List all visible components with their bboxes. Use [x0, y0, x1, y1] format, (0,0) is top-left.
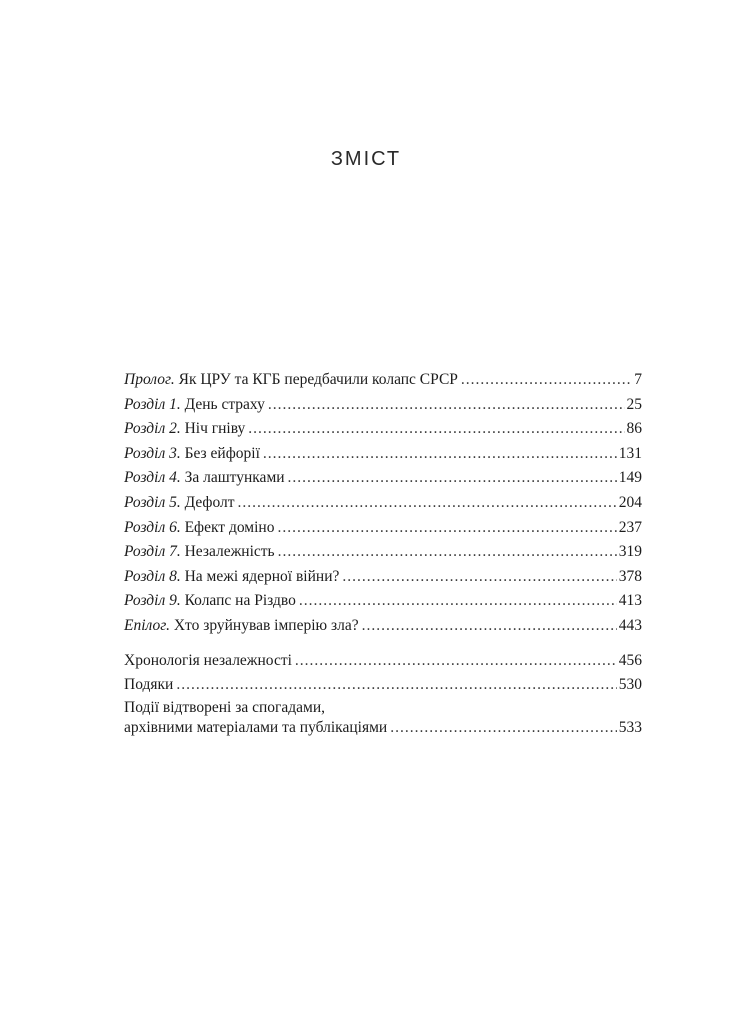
- toc-entry-chapter-2[interactable]: [124, 417, 642, 442]
- toc-entry-page: 7: [634, 371, 642, 388]
- toc-entry-prefix: Розділ 5.: [124, 493, 181, 511]
- toc-entry-chronology[interactable]: [124, 649, 642, 674]
- toc-entry-page: 204: [618, 493, 642, 511]
- toc-entry-title: На межі ядерної війни?: [184, 567, 340, 585]
- toc-entry-page: 378: [618, 567, 642, 585]
- dot-leader: [288, 466, 617, 491]
- toc-entry-title: За лаштунками: [184, 469, 285, 487]
- toc-entry-title: День страху: [184, 395, 265, 413]
- toc-entry-label: [124, 589, 299, 614]
- toc-entry-title: Як ЦРУ та КГБ передбачили колапс СРСР: [178, 371, 458, 388]
- table-of-contents: [124, 368, 642, 738]
- toc-entry-prefix: Розділ 7.: [124, 543, 181, 561]
- toc-entry-chapter-3[interactable]: [124, 442, 642, 467]
- toc-entry-label: [124, 368, 461, 393]
- toc-entry-prefix: Пролог.: [124, 371, 175, 388]
- toc-entry-label: [124, 614, 362, 639]
- toc-entry-title: Колапс на Різдво: [184, 592, 296, 610]
- toc-entry-label: [124, 540, 278, 565]
- dot-leader: [248, 417, 624, 442]
- dot-leader: [461, 368, 632, 393]
- toc-entry-title: Ніч гніву: [184, 420, 246, 438]
- toc-entry-sources[interactable]: [124, 698, 642, 738]
- toc-entry-chapter-7[interactable]: [124, 540, 642, 565]
- toc-entry-page: 533: [618, 718, 642, 736]
- dot-leader: [295, 649, 617, 674]
- toc-entry-prefix: Розділ 1.: [124, 395, 181, 413]
- toc-entry-chapter-5[interactable]: [124, 491, 642, 516]
- toc-entry-page: 86: [626, 420, 642, 438]
- toc-entry-page: 456: [618, 651, 642, 669]
- toc-entry-title: Незалежність: [184, 543, 275, 561]
- dot-leader: [176, 673, 616, 698]
- toc-entry-label: [124, 466, 288, 491]
- toc-entry-chapter-9[interactable]: [124, 589, 642, 614]
- toc-entry-page: 25: [626, 395, 642, 413]
- toc-entry-prefix: Розділ 4.: [124, 469, 181, 487]
- toc-entry-prefix: Розділ 8.: [124, 567, 181, 585]
- dot-leader: [238, 491, 617, 516]
- toc-entry-title: Без ейфорії: [184, 444, 260, 462]
- dot-leader: [268, 393, 625, 418]
- dot-leader: [390, 718, 617, 738]
- toc-entry-prefix: Розділ 9.: [124, 592, 181, 610]
- section-gap: [124, 639, 642, 649]
- toc-entry-prefix: Епілог.: [124, 616, 170, 634]
- toc-entry-label: [124, 417, 248, 442]
- dot-leader: [362, 614, 617, 639]
- dot-leader: [278, 540, 617, 565]
- toc-entry-title: Хто зруйнував імперію зла?: [173, 616, 359, 634]
- toc-entry-label: [124, 516, 277, 541]
- toc-entry-chapter-1[interactable]: [124, 393, 642, 418]
- toc-entry-label: [124, 565, 342, 590]
- dot-leader: [277, 516, 616, 541]
- page-title: ЗМІСТ: [330, 148, 402, 170]
- toc-entry-page: 131: [618, 444, 642, 462]
- toc-entry-title: Ефект доміно: [184, 518, 275, 536]
- toc-entry-title: Дефолт: [184, 493, 235, 511]
- toc-entry-page: 413: [618, 592, 642, 610]
- toc-entry-page: 149: [618, 469, 642, 487]
- toc-entry-page: 530: [618, 676, 642, 694]
- dot-leader: [263, 442, 617, 467]
- toc-entry-title-line-1: Події відтворені за спогадами,: [124, 698, 326, 716]
- toc-entry-line-2: [124, 718, 642, 738]
- toc-entry-prefix: Розділ 3.: [124, 444, 181, 462]
- toc-entry-chapter-4[interactable]: [124, 466, 642, 491]
- toc-entry-chapter-8[interactable]: [124, 565, 642, 590]
- toc-entry-prefix: Розділ 2.: [124, 420, 181, 438]
- toc-entry-title: Хронологія незалежності: [124, 651, 292, 669]
- toc-entry-prologue[interactable]: [124, 368, 642, 393]
- toc-entry-chapter-6[interactable]: [124, 516, 642, 541]
- toc-entry-acknowledgements[interactable]: [124, 673, 642, 698]
- toc-entry-page: 443: [618, 616, 642, 634]
- toc-entry-title: Подяки: [124, 676, 174, 694]
- dot-leader: [342, 565, 616, 590]
- toc-entry-title-line-2: архівними матеріалами та публікаціями: [124, 718, 388, 736]
- toc-entry-prefix: Розділ 6.: [124, 518, 181, 536]
- toc-entry-epilogue[interactable]: [124, 614, 642, 639]
- toc-entry-label: [124, 491, 238, 516]
- toc-entry-label: [124, 393, 268, 418]
- toc-entry-label: [124, 442, 263, 467]
- dot-leader: [299, 589, 617, 614]
- toc-entry-page: 237: [618, 518, 642, 536]
- toc-entry-page: 319: [618, 543, 642, 561]
